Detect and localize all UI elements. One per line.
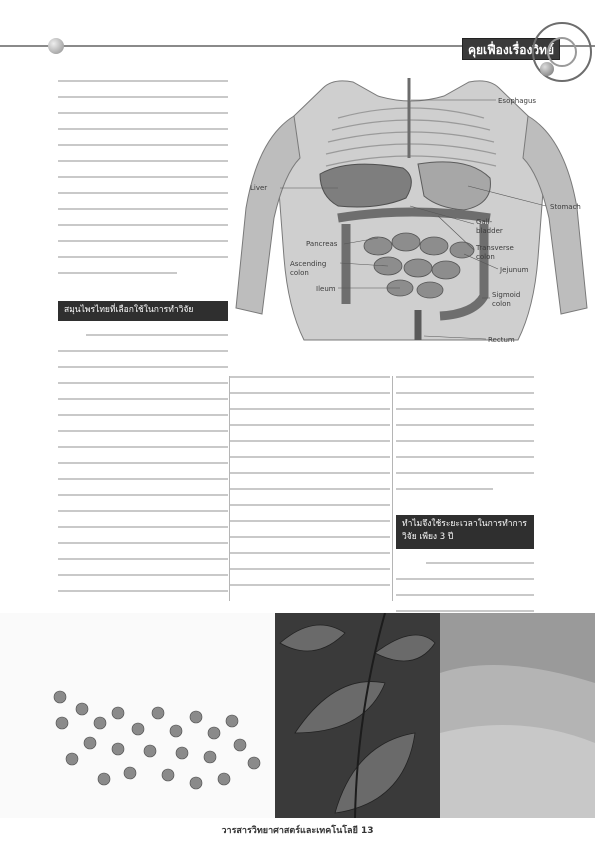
text-line xyxy=(58,256,228,258)
decorative-ring-dot xyxy=(540,62,554,76)
text-line xyxy=(58,112,228,114)
text-line xyxy=(58,192,228,194)
label-liver: Liver xyxy=(250,184,268,192)
label-esophagus: Esophagus xyxy=(498,97,537,105)
decorative-ring-inner xyxy=(547,37,577,67)
ground-pepper-svg xyxy=(440,613,595,818)
section-tag: คุยเฟื่องเรื่องวิทย์ xyxy=(462,38,560,60)
text-line xyxy=(58,224,228,226)
text-line xyxy=(58,176,228,178)
peppercorns xyxy=(54,691,260,789)
text-line xyxy=(58,160,228,162)
text-line xyxy=(58,208,228,210)
label-ileum: Ileum xyxy=(316,285,336,293)
label-ascending-colon-line2: colon xyxy=(290,269,309,277)
label-transverse-colon-line2: colon xyxy=(476,253,495,261)
page-footer xyxy=(0,826,595,837)
footer-journal: วารสารวิทยาศาสตร์และเทคโนโลยี 13 xyxy=(221,826,374,836)
label-pancreas: Pancreas xyxy=(306,240,338,248)
label-stomach: Stomach xyxy=(550,203,581,211)
label-ascending-colon-line1: Ascending xyxy=(290,260,327,268)
pepper-leaf-svg xyxy=(275,613,440,818)
body-column-2 xyxy=(230,376,390,600)
label-sigmoid-colon-line1: Sigmoid xyxy=(492,291,521,299)
liver-shape xyxy=(320,164,411,207)
label-sigmoid-colon-line2: colon xyxy=(492,300,511,308)
label-transverse-colon-line1: Transverse xyxy=(476,244,514,252)
label-gallbladder-line2: bladder xyxy=(476,227,503,235)
label-rectum: Rectum xyxy=(488,336,515,344)
header-bullet xyxy=(48,38,64,54)
column-divider xyxy=(392,376,393,601)
label-jejunum: Jejunum xyxy=(500,266,529,274)
section-heading-duration: ทำไมจึงใช้ระยะเวลาในการทำการวิจัย เพียง 3 ปี xyxy=(396,515,534,549)
powder-mound-front xyxy=(440,725,595,818)
body-column-3 xyxy=(396,376,534,504)
intro-text-column xyxy=(58,80,228,288)
text-line xyxy=(58,272,177,274)
section-heading-herbs: สมุนไพรไทยที่เลือกใช้ในการทำวิจัย xyxy=(58,301,228,321)
text-line xyxy=(58,240,228,242)
body-column-1 xyxy=(58,334,228,606)
peppercorn-photo xyxy=(0,613,275,818)
text-line xyxy=(58,144,228,146)
label-gallbladder-line1: Gall- xyxy=(476,218,493,226)
leaves xyxy=(280,625,435,813)
pepper-leaf-photo xyxy=(275,613,440,818)
digestive-system-svg xyxy=(228,78,595,363)
text-line xyxy=(58,96,228,98)
text-line xyxy=(58,80,228,82)
text-line xyxy=(58,128,228,130)
ground-pepper-photo xyxy=(440,613,595,818)
peppercorn-svg xyxy=(0,613,275,818)
digestive-system-illustration xyxy=(228,78,595,363)
